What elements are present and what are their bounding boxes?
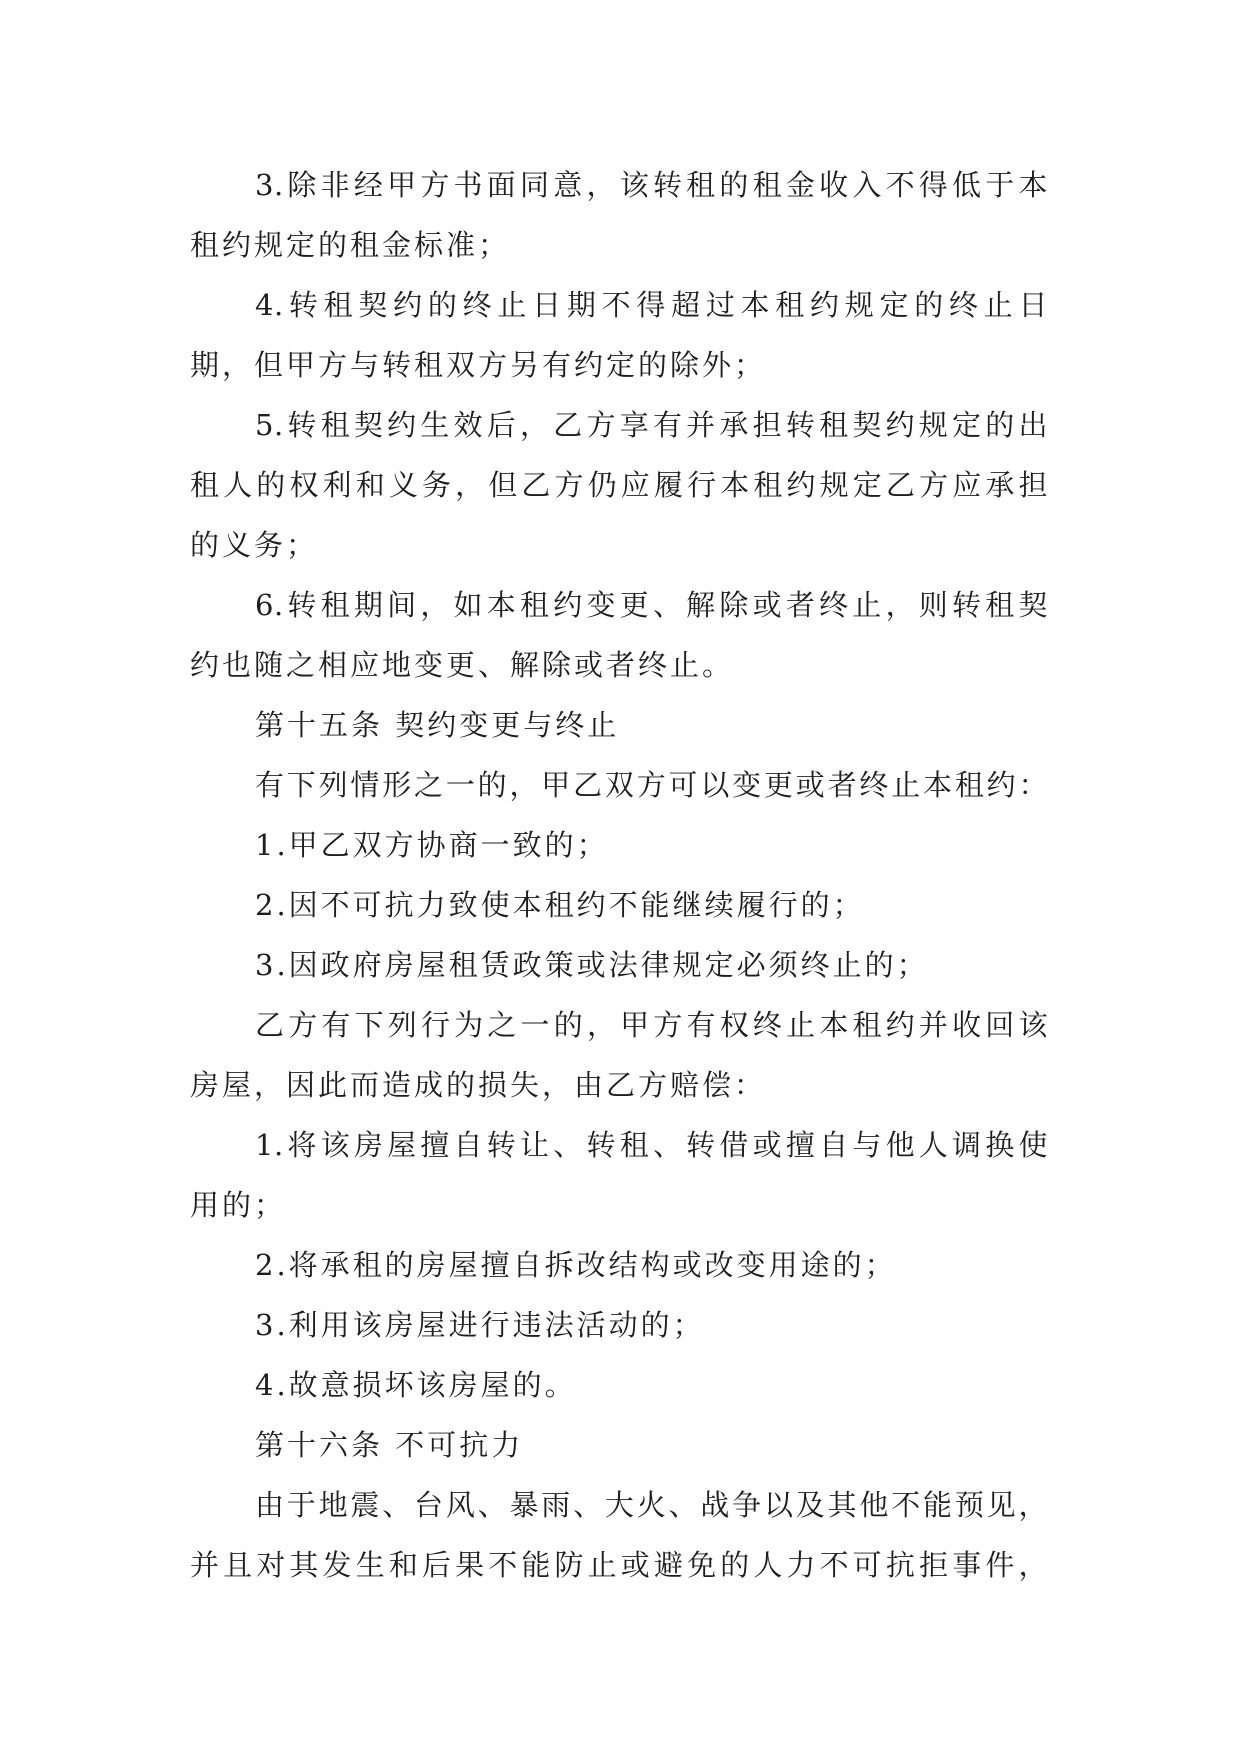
text-line: 4.故意损坏该房屋的。 <box>255 1368 577 1402</box>
text-line: 1.将该房屋擅自转让、转租、转借或擅自与他人调换使 <box>255 1128 1048 1162</box>
text-line: 4.转租契约的终止日期不得超过本租约规定的终止日 <box>255 288 1048 322</box>
text-line: 乙方有下列行为之一的，甲方有权终止本租约并收回该 <box>255 1008 1048 1042</box>
text-line: 租约规定的租金标准； <box>190 228 511 262</box>
text-line: 租人的权利和义务，但乙方仍应履行本租约规定乙方应承担 <box>190 468 1048 502</box>
section-heading: 第十五条 契约变更与终止 <box>255 708 620 742</box>
text-line: 6.转租期间，如本租约变更、解除或者终止，则转租契 <box>255 588 1048 622</box>
text-line: 3.除非经甲方书面同意，该转租的租金收入不得低于本 <box>255 168 1048 202</box>
text-line: 用的； <box>190 1188 287 1222</box>
text-line: 约也随之相应地变更、解除或者终止。 <box>190 648 735 682</box>
text-line: 由于地震、台风、暴雨、大火、战争以及其他不能预见， <box>255 1488 1048 1522</box>
text-line: 3.利用该房屋进行违法活动的； <box>255 1308 705 1342</box>
text-line: 有下列情形之一的，甲乙双方可以变更或者终止本租约： <box>255 768 1048 802</box>
text-line: 期，但甲方与转租双方另有约定的除外； <box>190 348 767 382</box>
text-line: 2.因不可抗力致使本租约不能继续履行的； <box>255 888 865 922</box>
text-line: 2.将承租的房屋擅自拆改结构或改变用途的； <box>255 1248 897 1282</box>
text-line: 1.甲乙双方协商一致的； <box>255 828 609 862</box>
text-line: 并且对其发生和后果不能防止或避免的人力不可抗拒事件， <box>190 1548 1048 1582</box>
text-line: 的义务； <box>190 528 319 562</box>
text-line: 3.因政府房屋租赁政策或法律规定必须终止的； <box>255 948 929 982</box>
text-line: 房屋，因此而造成的损失，由乙方赔偿： <box>190 1068 767 1102</box>
section-heading: 第十六条 不可抗力 <box>255 1428 524 1462</box>
text-line: 5.转租契约生效后，乙方享有并承担转租契约规定的出 <box>255 408 1048 442</box>
